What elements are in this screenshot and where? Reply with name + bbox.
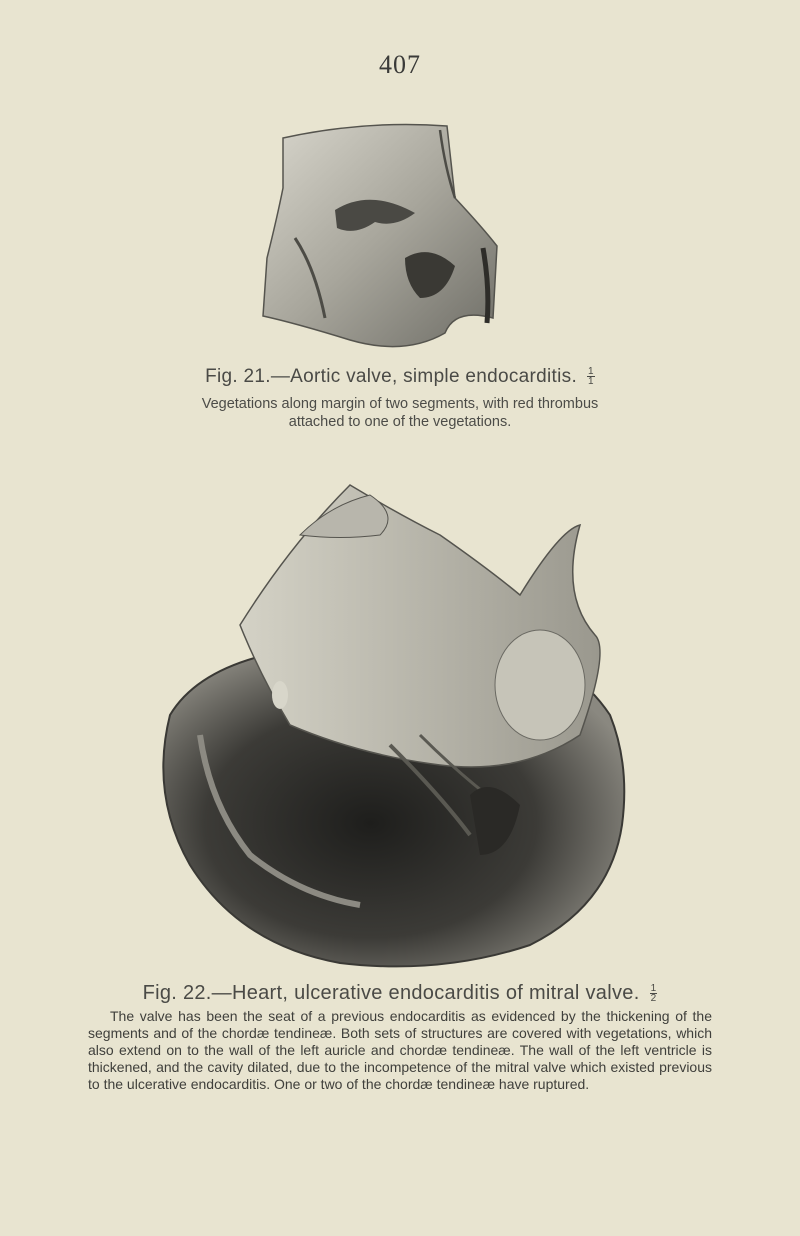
figure-22-caption: Fig. 22.—Heart, ulcerative endocarditis of mitral valve. $\frac{1}{2}$	[142, 982, 657, 1005]
scale-fraction: $\frac{1}{2}$	[650, 983, 657, 1005]
heart-illustration	[140, 475, 640, 975]
figure-22-description: The valve has been the seat of a previous endocarditis as evidenced by the thickening of the segments and of the chordæ tendineæ. Both sets of structures are covered with vegetations, which also extend on to the wall of the left auricle and chordæ tendineæ. The wall of the left ventricle is thickened, and the cavity dilated, due to the incompetence of the mitral valve which existed previous to the ulcerative endocarditis. One or two of the chordæ tendineæ have ruptured.	[88, 1008, 712, 1092]
figure-21-description: Vegetations along margin of two segments, with red thrombus attached to one of the vegetations.	[201, 396, 599, 430]
figure-21-caption: Fig. 21.—Aortic valve, simple endocarditis. $\frac{1}{1}$	[205, 366, 594, 388]
page-number: 407	[379, 50, 421, 79]
aortic-valve-illustration	[255, 118, 505, 356]
scale-fraction: $\frac{1}{1}$	[588, 366, 594, 388]
